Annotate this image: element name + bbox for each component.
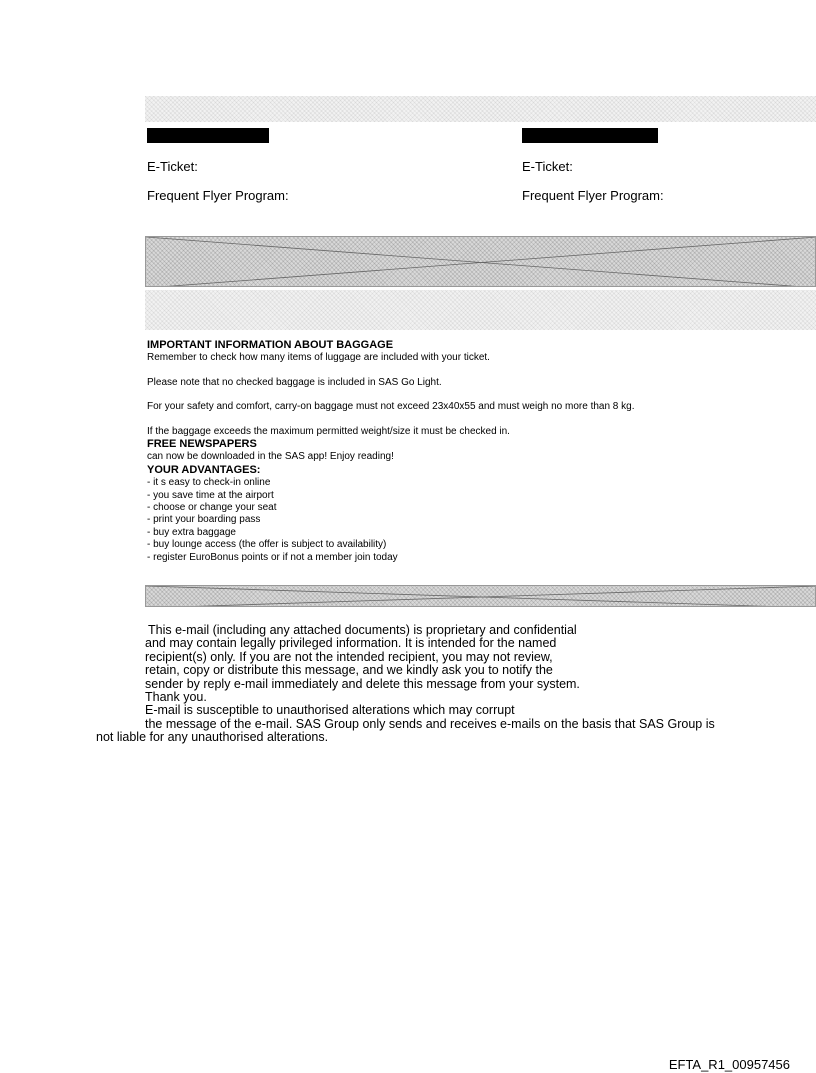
header-image-placeholder (145, 96, 816, 122)
disclaimer-line: This e-mail (including any attached documents) is proprietary and confidential (148, 623, 577, 637)
disclaimer-line: Thank you. (145, 690, 207, 705)
disclaimer (0, 624, 816, 745)
disclaimer-line: E-mail is susceptible to unauthorised alterations which may corrupt (145, 703, 515, 718)
eticket-label-1: E-Ticket: (147, 159, 198, 174)
disclaimer-line: recipient(s) only. If you are not the intended recipient, you may not review, (145, 649, 553, 664)
advantage-item: - you save time at the airport (147, 489, 274, 501)
passenger-name-redaction-1 (147, 128, 269, 143)
baggage-line-1: Remember to check how many items of luggage are included with your ticket. (147, 352, 490, 364)
advantage-item: - choose or change your seat (147, 502, 277, 514)
advantage-item: - print your boarding pass (147, 514, 261, 526)
advantage-item: - buy lounge access (the offer is subject to availability) (147, 539, 387, 551)
advantages-heading: YOUR ADVANTAGES: (147, 463, 261, 476)
baggage-line-4: If the baggage exceeds the maximum permitted weight/size it must be checked in. (147, 425, 510, 437)
newspapers-heading: FREE NEWSPAPERS (147, 438, 257, 451)
document-id: EFTA_R1_00957456 (668, 1057, 790, 1072)
eticket-label-2: E-Ticket: (522, 159, 573, 174)
advantage-item: - register EuroBonus points or if not a member join today (147, 551, 398, 563)
advantage-item: - it s easy to check-in online (147, 477, 271, 489)
baggage-heading: IMPORTANT INFORMATION ABOUT BAGGAGE (147, 339, 394, 351)
advantage-item: - buy extra baggage (147, 526, 236, 538)
disclaimer-line: and may contain legally privileged information. It is intended for the named (145, 636, 557, 651)
broken-image-x-icon-2 (146, 586, 816, 607)
ffp-label-1: Frequent Flyer Program: (147, 188, 289, 203)
broken-image-x-icon (146, 237, 816, 287)
baggage-line-3: For your safety and comfort, carry-on baggage must not exceed 23x40x55 and must weigh no more than 8 kg. (147, 401, 635, 413)
ffp-label-2: Frequent Flyer Program: (522, 188, 664, 203)
baggage-line-2: Please note that no checked baggage is included in SAS Go Light. (147, 376, 442, 388)
broken-image-placeholder (145, 236, 816, 287)
disclaimer-line: sender by reply e-mail immediately and delete this message from your system. (145, 676, 580, 691)
newspapers-text: can now be downloaded in the SAS app! Enjoy reading! (147, 451, 394, 463)
broken-image-placeholder-2 (145, 585, 816, 607)
disclaimer-line: the message of the e-mail. SAS Group only sends and receives e-mails on the basis that SAS Group is (145, 716, 715, 731)
passenger-name-redaction-2 (522, 128, 658, 143)
disclaimer-line: retain, copy or distribute this message, and we kindly ask you to notify the (145, 663, 553, 678)
banner-image-placeholder (145, 290, 816, 330)
baggage-info-section (147, 339, 807, 564)
disclaimer-line: not liable for any unauthorised alterations. (96, 730, 329, 745)
